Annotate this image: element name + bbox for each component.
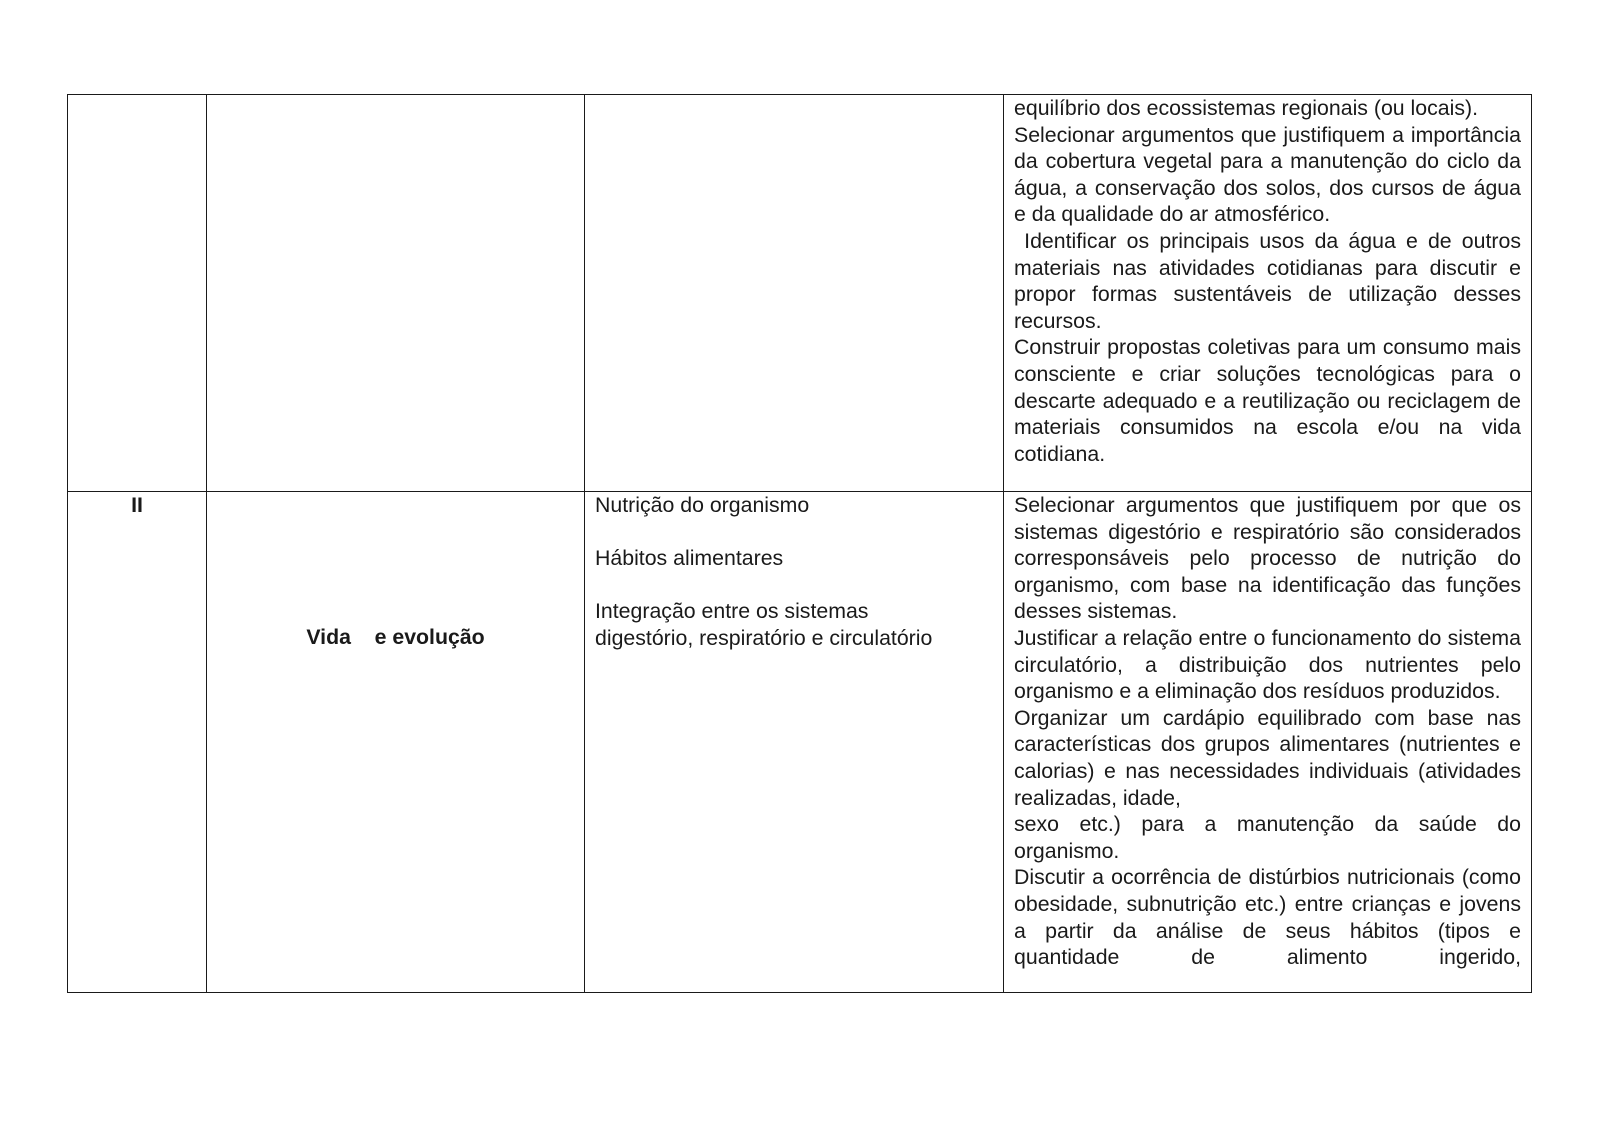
table-row xyxy=(68,95,1532,492)
skill-paragraph: Discutir a ocorrência de distúrbios nutricionais (como obesidade, subnutrição etc.) entre crianças e jovens a partir da análise de seus hábitos (tipos e quantidade de alimento ingerido, xyxy=(1014,865,1521,970)
theme-cell xyxy=(207,492,585,993)
skill-paragraph: equilíbrio dos ecossistemas regionais (ou locais). xyxy=(1014,96,1479,120)
unit-cell xyxy=(68,95,207,492)
unit-cell: II xyxy=(68,492,207,993)
curriculum-table xyxy=(67,94,1532,993)
knowledge-item: Hábitos alimentares xyxy=(595,546,784,571)
knowledge-cell xyxy=(585,95,1004,492)
skills-cell xyxy=(1004,492,1532,993)
knowledge-item: Nutrição do organismo xyxy=(595,493,810,517)
skills-cell xyxy=(1004,95,1532,492)
skill-paragraph: Organizar um cardápio equilibrado com base nas características dos grupos alimentares (nutrientes e calorias) e nas necessidades individuais (atividades realizadas, idade, xyxy=(1014,705,1521,810)
skill-paragraph: Justificar a relação entre o funcionamento do sistema circulatório, a distribuição dos nutrientes pelo organismo e a eliminação dos resíduos produzidos. xyxy=(1014,625,1521,704)
table-row xyxy=(68,492,1532,993)
skill-paragraph: Selecionar argumentos que justifiquem por que os sistemas digestório e respiratório são considerados corresponsáveis pelo processo de nutrição do organismo, com base na identificação das funções desses sistemas. xyxy=(1014,493,1521,624)
theme-cell xyxy=(207,95,585,492)
theme-text: Vida e evolução xyxy=(306,625,485,649)
skill-paragraph: Selecionar argumentos que justifiquem a importância da cobertura vegetal para a manutenção do ciclo da água, a conservação dos solos, dos cursos de água e da qualidade do ar atmosférico. xyxy=(1014,122,1521,227)
skill-paragraph: Identificar os principais usos da água e de outros materiais nas atividades cotidianas para discutir e propor formas sustentáveis de utilização desses recursos. xyxy=(1014,228,1527,333)
skill-paragraph: Construir propostas coletivas para um consumo mais consciente e criar soluções tecnológicas para o descarte adequado e a reutilização ou reciclagem de materiais consumidos na escola e/ou na vida cotidiana. xyxy=(1014,335,1521,466)
knowledge-item: Integração entre os sistemas digestório, respiratório e circulatório xyxy=(595,599,933,650)
skill-paragraph: sexo etc.) para a manutenção da saúde do organismo. xyxy=(1014,812,1521,863)
knowledge-cell xyxy=(585,492,1004,993)
